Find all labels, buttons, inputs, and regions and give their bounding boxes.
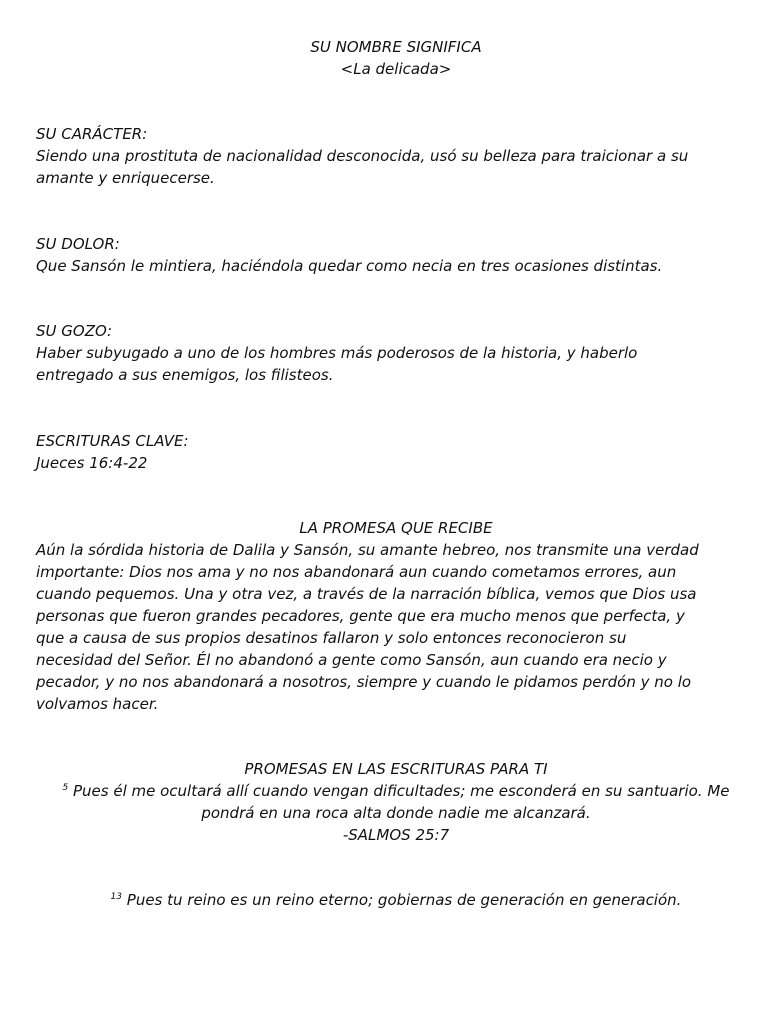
verse-5-reference: -SALMOS 25:7: [342, 826, 450, 844]
joy-line: entregado a sus enemigos, los filisteos.: [36, 366, 334, 384]
joy-line: Haber subyugado a uno de los hombres más poderosos de la historia, y haberlo: [36, 344, 638, 362]
pain-heading: SU DOLOR:: [36, 235, 120, 253]
promise-line: importante: Dios nos ama y no nos abandonará aun cuando cometamos errores, aun: [36, 563, 677, 581]
verse-number: 5: [62, 783, 69, 793]
verse-number: 13: [110, 892, 122, 902]
promise-line: volvamos hacer.: [36, 695, 159, 713]
promise-line: pecador, y no nos abandonará a nosotros, siempre y cuando le pidamos perdón y no lo: [36, 673, 692, 691]
promises-scripture-heading: PROMESAS EN LAS ESCRITURAS PARA TI: [244, 760, 548, 778]
pain-section: [36, 233, 756, 277]
promise-section: [36, 517, 756, 715]
scriptures-reference: Jueces 16:4-22: [36, 454, 148, 472]
promise-line: Aún la sórdida historia de Dalila y Sansón, su amante hebreo, nos transmite una verdad: [36, 541, 699, 559]
promise-line: cuando pequemos. Una y otra vez, a través de la narración bíblica, vemos que Dios usa: [36, 585, 697, 603]
scriptures-heading: ESCRITURAS CLAVE:: [36, 432, 189, 450]
name-meaning-title: SU NOMBRE SIGNIFICA: [310, 38, 482, 56]
pain-line: Que Sansón le mintiera, haciéndola quedar como necia en tres ocasiones distintas.: [36, 257, 663, 275]
verse-text: Pues tu reino es un reino eterno; gobiernas de generación en generación.: [122, 891, 682, 909]
verse-13-line: [36, 889, 756, 911]
character-section: [36, 123, 756, 189]
joy-section: [36, 320, 756, 386]
verse-5-line: [36, 780, 756, 802]
name-meaning-section: [36, 36, 756, 80]
scriptures-section: [36, 430, 756, 474]
verse-13-section: [36, 889, 756, 911]
name-meaning-value: <La delicada>: [340, 60, 452, 78]
promise-line: necesidad del Señor. Él no abandonó a gente como Sansón, aun cuando era necio y: [36, 651, 667, 669]
character-line: amante y enriquecerse.: [36, 169, 215, 187]
character-line: Siendo una prostituta de nacionalidad desconocida, usó su belleza para traicionar a su: [36, 147, 689, 165]
promise-line: personas que fueron grandes pecadores, gente que era mucho menos que perfecta, y: [36, 607, 685, 625]
promise-heading: LA PROMESA QUE RECIBE: [299, 519, 493, 537]
verse-text: Pues él me ocultará allí cuando vengan dificultades; me esconderá en su santuario. Me: [68, 782, 730, 800]
promises-scripture-section: [36, 758, 756, 846]
verse-5-continuation: pondrá en una roca alta donde nadie me alcanzará.: [201, 804, 591, 822]
character-heading: SU CARÁCTER:: [36, 125, 148, 143]
promise-line: que a causa de sus propios desatinos fallaron y solo entonces reconocieron su: [36, 629, 627, 647]
joy-heading: SU GOZO:: [36, 322, 113, 340]
